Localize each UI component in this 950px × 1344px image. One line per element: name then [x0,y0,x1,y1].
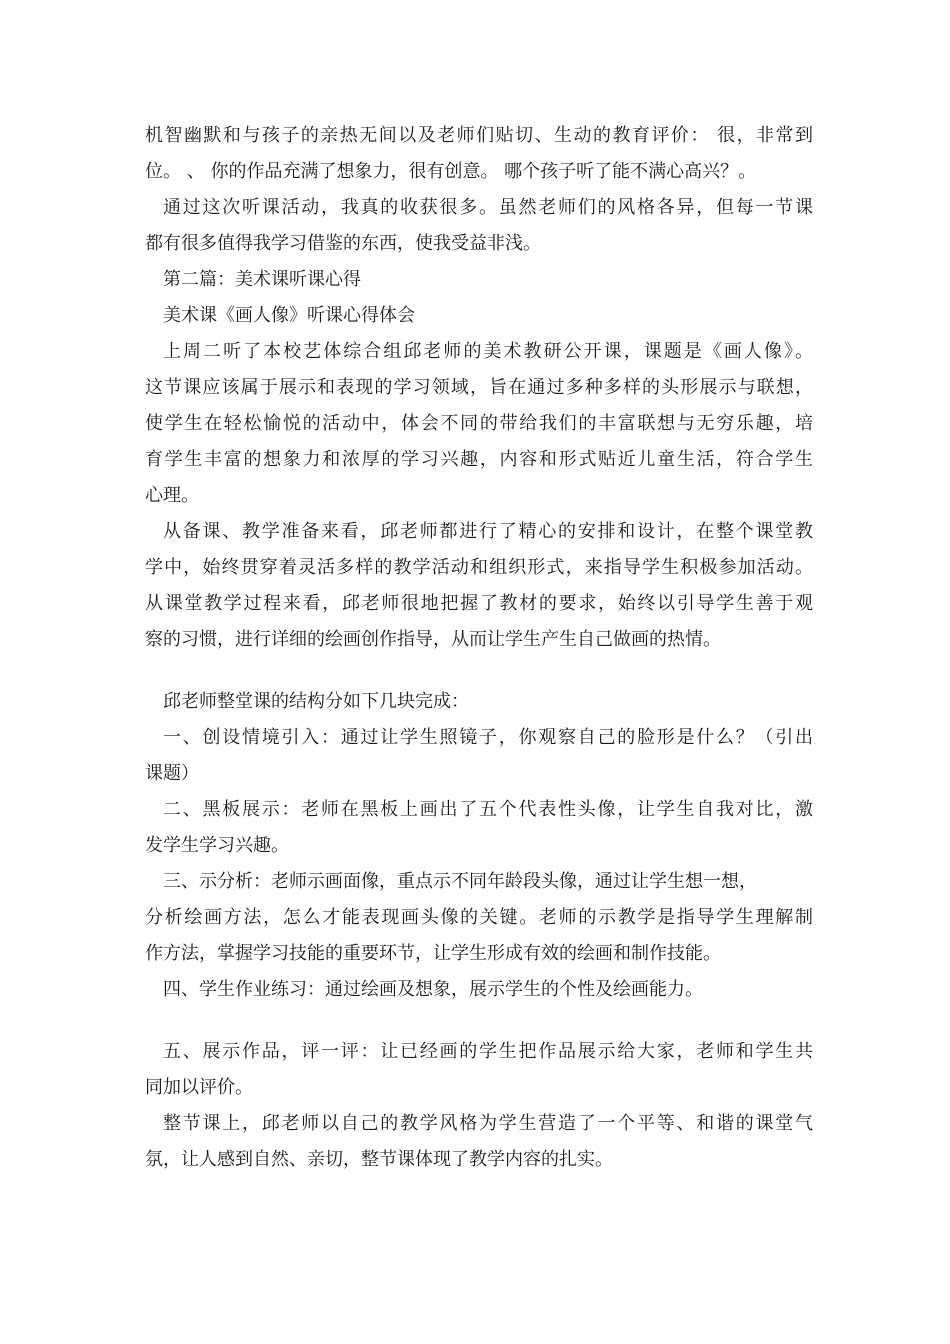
paragraph-line: 学中，始终贯穿着灵活多样的教学活动和组织形式，来指导学生积极参加活动。 [145,557,813,578]
paragraph-line: 机智幽默和与孩子的亲热无间以及老师们贴切、生动的教育评价： 很，非常到 [145,125,813,146]
list-item-line: 五、展示作品，评一评：让已经画的学生把作品展示给大家，老师和学生共 [163,1041,813,1062]
paragraph-line: 氛，让人感到自然、亲切，整节课体现了教学内容的扎实。 [145,1149,613,1170]
list-item-line: 发学生学习兴趣。 [145,835,289,856]
paragraph-spacer [145,1008,813,1034]
list-item-line: 同加以评价。 [145,1077,253,1098]
paragraph-line: 邱老师整堂课的结构分如下几块完成： [163,691,469,712]
paragraph-spacer [145,658,813,684]
paragraph-line: 通过这次听课活动，我真的收获很多。虽然老师们的风格各异，但每一节课 [163,197,813,218]
list-item-line: 作方法，掌握学习技能的重要环节，让学生形成有效的绘画和制作技能。 [145,943,721,964]
paragraph-line: 察的习惯，进行详细的绘画创作指导，从而让学生产生自己做画的热情。 [145,629,721,650]
list-item-line: 三、示分析：老师示画面像，重点示不同年龄段头像，通过让学生想一想， [163,871,757,892]
paragraph-line: 使学生在轻松愉悦的活动中，体会不同的带给我们的丰富联想与无穷乐趣，培 [145,413,813,434]
paragraph-line: 从课堂教学过程来看，邱老师很地把握了教材的要求，始终以引导学生善于观 [145,593,813,614]
list-item-line: 一、创设情境引入：通过让学生照镜子，你观察自己的脸形是什么？（引出 [163,727,813,748]
paragraph-line: 心理。 [145,485,199,506]
article-title: 美术课《画人像》听课心得体会 [163,305,415,326]
list-item-line: 课题） [145,763,199,784]
list-item-line: 分析绘画方法，怎么才能表现画头像的关键。老师的示教学是指导学生理解制 [145,907,813,928]
list-item-line: 二、黑板展示：老师在黑板上画出了五个代表性头像，让学生自我对比，激 [163,799,813,820]
document-page [145,118,813,1178]
paragraph-line: 从备课、教学准备来看，邱老师都进行了精心的安排和设计，在整个课堂教 [163,521,813,542]
paragraph-line: 位。 、 你的作品充满了想象力，很有创意。 哪个孩子听了能不满心高兴？。 [145,161,757,182]
paragraph-line: 都有很多值得我学习借鉴的东西，使我受益非浅。 [145,233,541,254]
paragraph-line: 育学生丰富的想象力和浓厚的学习兴趣，内容和形式贴近儿童生活，符合学生 [145,449,813,470]
paragraph-line: 这节课应该属于展示和表现的学习领域，旨在通过多种多样的头形展示与联想， [145,377,813,398]
section-heading: 第二篇：美术课听课心得 [163,269,361,290]
paragraph-line: 上周二听了本校艺体综合组邱老师的美术教研公开课，课题是《画人像》。 [163,341,813,362]
paragraph-line: 整节课上，邱老师以自己的教学风格为学生营造了一个平等、和谐的课堂气 [163,1113,813,1134]
list-item-line: 四、学生作业练习：通过绘画及想象，展示学生的个性及绘画能力。 [163,979,703,1000]
